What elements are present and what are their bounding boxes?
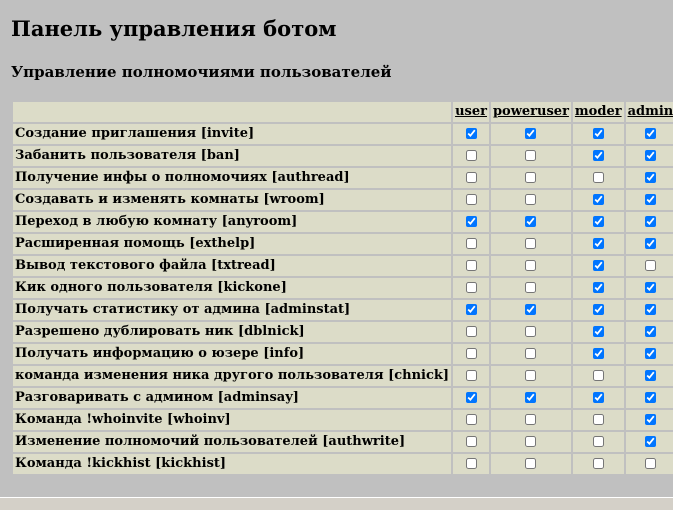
permission-checkbox-moder[interactable] [593, 194, 604, 205]
table-row [13, 322, 673, 342]
permission-cell-poweruser [491, 256, 571, 276]
permission-cell-poweruser [491, 366, 571, 386]
permission-checkbox-moder[interactable] [593, 348, 604, 359]
permission-cell-poweruser [491, 146, 571, 166]
permission-cell-user [453, 234, 489, 254]
permission-checkbox-poweruser[interactable] [525, 150, 536, 161]
permission-cell-moder [573, 256, 624, 276]
permission-label: Изменение полномочий пользователей [authwrite] [13, 432, 451, 452]
permission-cell-user [453, 146, 489, 166]
permission-checkbox-poweruser[interactable] [525, 304, 536, 315]
permission-checkbox-moder[interactable] [593, 238, 604, 249]
permission-checkbox-admin[interactable] [645, 326, 656, 337]
page-title: Панель управления ботом [11, 16, 337, 41]
permission-cell-admin [626, 256, 673, 276]
table-row [13, 190, 673, 210]
permission-cell-admin [626, 454, 673, 474]
permission-cell-moder [573, 366, 624, 386]
permission-checkbox-admin[interactable] [645, 172, 656, 183]
permission-checkbox-user[interactable] [466, 216, 477, 227]
permission-cell-moder [573, 190, 624, 210]
permission-checkbox-moder[interactable] [593, 282, 604, 293]
permission-checkbox-user[interactable] [466, 172, 477, 183]
column-header-user[interactable]: user [453, 102, 489, 122]
permission-checkbox-admin[interactable] [645, 458, 656, 469]
table-corner-cell [13, 102, 451, 122]
permission-cell-admin [626, 344, 673, 364]
permission-checkbox-moder[interactable] [593, 172, 604, 183]
permission-cell-user [453, 344, 489, 364]
table-row [13, 278, 673, 298]
permission-checkbox-poweruser[interactable] [525, 260, 536, 271]
table-row [13, 146, 673, 166]
permission-cell-user [453, 322, 489, 342]
permission-checkbox-user[interactable] [466, 326, 477, 337]
permission-cell-moder [573, 124, 624, 144]
permission-cell-user [453, 256, 489, 276]
permission-checkbox-moder[interactable] [593, 128, 604, 139]
permission-cell-admin [626, 190, 673, 210]
permission-checkbox-user[interactable] [466, 392, 477, 403]
permission-cell-admin [626, 212, 673, 232]
permission-cell-moder [573, 454, 624, 474]
permission-checkbox-admin[interactable] [645, 370, 656, 381]
table-row [13, 388, 673, 408]
permission-cell-moder [573, 300, 624, 320]
permission-label: Расширенная помощь [exthelp] [13, 234, 451, 254]
permission-cell-user [453, 124, 489, 144]
permission-checkbox-user[interactable] [466, 304, 477, 315]
permission-cell-moder [573, 278, 624, 298]
table-header-row [13, 102, 673, 122]
permission-checkbox-user[interactable] [466, 458, 477, 469]
table-row [13, 410, 673, 430]
permission-cell-admin [626, 124, 673, 144]
permission-checkbox-admin[interactable] [645, 304, 656, 315]
permission-label: Получать информацию о юзере [info] [13, 344, 451, 364]
permission-checkbox-moder[interactable] [593, 414, 604, 425]
permission-checkbox-admin[interactable] [645, 216, 656, 227]
permission-cell-admin [626, 410, 673, 430]
table-row [13, 168, 673, 188]
column-header-admin[interactable]: admin [626, 102, 673, 122]
permission-cell-moder [573, 388, 624, 408]
permission-checkbox-admin[interactable] [645, 260, 656, 271]
permission-label: команда изменения ника другого пользователя [chnick] [13, 366, 451, 386]
section-title: Управление полномочиями пользователей [11, 63, 392, 81]
permission-label: Кик одного пользователя [kickone] [13, 278, 451, 298]
permission-checkbox-poweruser[interactable] [525, 326, 536, 337]
permission-cell-poweruser [491, 190, 571, 210]
permission-cell-poweruser [491, 124, 571, 144]
permission-checkbox-user[interactable] [466, 194, 477, 205]
permission-label: Получение инфы о полномочиях [authread] [13, 168, 451, 188]
permission-label: Вывод текстового файла [txtread] [13, 256, 451, 276]
permission-cell-admin [626, 278, 673, 298]
permission-cell-user [453, 212, 489, 232]
permission-checkbox-admin[interactable] [645, 392, 656, 403]
permission-cell-admin [626, 168, 673, 188]
permission-checkbox-user[interactable] [466, 150, 477, 161]
permission-cell-poweruser [491, 344, 571, 364]
permission-cell-moder [573, 168, 624, 188]
permission-checkbox-poweruser[interactable] [525, 282, 536, 293]
permission-label: Команда !kickhist [kickhist] [13, 454, 451, 474]
permission-label: Команда !whoinvite [whoinv] [13, 410, 451, 430]
column-header-poweruser[interactable]: poweruser [491, 102, 571, 122]
permission-cell-user [453, 454, 489, 474]
permission-checkbox-moder[interactable] [593, 392, 604, 403]
permission-checkbox-poweruser[interactable] [525, 348, 536, 359]
table-row [13, 366, 673, 386]
permission-checkbox-admin[interactable] [645, 414, 656, 425]
permission-cell-user [453, 300, 489, 320]
permission-cell-poweruser [491, 234, 571, 254]
permission-cell-admin [626, 432, 673, 452]
permission-cell-moder [573, 410, 624, 430]
permission-cell-admin [626, 388, 673, 408]
permission-checkbox-moder[interactable] [593, 436, 604, 447]
column-header-moder[interactable]: moder [573, 102, 624, 122]
permission-cell-moder [573, 212, 624, 232]
permission-cell-admin [626, 146, 673, 166]
permission-checkbox-user[interactable] [466, 260, 477, 271]
permission-checkbox-user[interactable] [466, 348, 477, 359]
permission-checkbox-moder[interactable] [593, 458, 604, 469]
permission-cell-moder [573, 432, 624, 452]
permission-label: Забанить пользователя [ban] [13, 146, 451, 166]
permission-checkbox-poweruser[interactable] [525, 172, 536, 183]
permission-cell-moder [573, 344, 624, 364]
permission-cell-poweruser [491, 432, 571, 452]
permission-checkbox-moder[interactable] [593, 304, 604, 315]
permission-label: Переход в любую комнату [anyroom] [13, 212, 451, 232]
permission-checkbox-poweruser[interactable] [525, 238, 536, 249]
permission-label: Разрешено дублировать ник [dblnick] [13, 322, 451, 342]
permissions-table [11, 100, 673, 476]
permission-cell-poweruser [491, 278, 571, 298]
permission-cell-poweruser [491, 300, 571, 320]
permission-cell-admin [626, 366, 673, 386]
permission-cell-user [453, 190, 489, 210]
permission-checkbox-admin[interactable] [645, 238, 656, 249]
table-row [13, 212, 673, 232]
table-row [13, 256, 673, 276]
permission-cell-moder [573, 234, 624, 254]
permission-checkbox-poweruser[interactable] [525, 392, 536, 403]
permission-cell-admin [626, 234, 673, 254]
permission-checkbox-moder[interactable] [593, 216, 604, 227]
table-row [13, 344, 673, 364]
permission-cell-admin [626, 300, 673, 320]
permission-checkbox-poweruser[interactable] [525, 128, 536, 139]
permission-checkbox-user[interactable] [466, 282, 477, 293]
permission-checkbox-moder[interactable] [593, 260, 604, 271]
permission-checkbox-admin[interactable] [645, 194, 656, 205]
permission-cell-moder [573, 322, 624, 342]
permission-cell-user [453, 388, 489, 408]
table-row [13, 234, 673, 254]
permission-checkbox-poweruser[interactable] [525, 194, 536, 205]
permission-checkbox-poweruser[interactable] [525, 414, 536, 425]
permission-checkbox-moder[interactable] [593, 326, 604, 337]
permission-checkbox-poweruser[interactable] [525, 216, 536, 227]
status-bar [0, 497, 673, 510]
permission-checkbox-user[interactable] [466, 128, 477, 139]
permission-checkbox-user[interactable] [466, 370, 477, 381]
permission-cell-poweruser [491, 454, 571, 474]
permission-cell-user [453, 278, 489, 298]
permission-checkbox-poweruser[interactable] [525, 458, 536, 469]
table-row [13, 454, 673, 474]
permission-checkbox-admin[interactable] [645, 348, 656, 359]
permission-checkbox-poweruser[interactable] [525, 436, 536, 447]
permission-cell-admin [626, 322, 673, 342]
permission-cell-moder [573, 146, 624, 166]
permission-cell-user [453, 410, 489, 430]
permission-label: Разговаривать с админом [adminsay] [13, 388, 451, 408]
permission-cell-poweruser [491, 212, 571, 232]
table-row [13, 124, 673, 144]
permission-checkbox-poweruser[interactable] [525, 370, 536, 381]
table-row [13, 432, 673, 452]
permission-cell-user [453, 168, 489, 188]
permission-checkbox-admin[interactable] [645, 282, 656, 293]
permission-checkbox-user[interactable] [466, 414, 477, 425]
permission-cell-poweruser [491, 388, 571, 408]
permission-checkbox-admin[interactable] [645, 150, 656, 161]
table-row [13, 300, 673, 320]
permission-checkbox-admin[interactable] [645, 128, 656, 139]
permission-cell-user [453, 366, 489, 386]
permission-checkbox-moder[interactable] [593, 150, 604, 161]
permission-label: Создавать и изменять комнаты [wroom] [13, 190, 451, 210]
permission-cell-poweruser [491, 410, 571, 430]
permission-checkbox-moder[interactable] [593, 370, 604, 381]
permission-checkbox-user[interactable] [466, 436, 477, 447]
permission-cell-poweruser [491, 168, 571, 188]
permission-checkbox-admin[interactable] [645, 436, 656, 447]
permission-checkbox-user[interactable] [466, 238, 477, 249]
permission-label: Создание приглашения [invite] [13, 124, 451, 144]
permission-cell-poweruser [491, 322, 571, 342]
permission-cell-user [453, 432, 489, 452]
permission-label: Получать статистику от админа [adminstat] [13, 300, 451, 320]
